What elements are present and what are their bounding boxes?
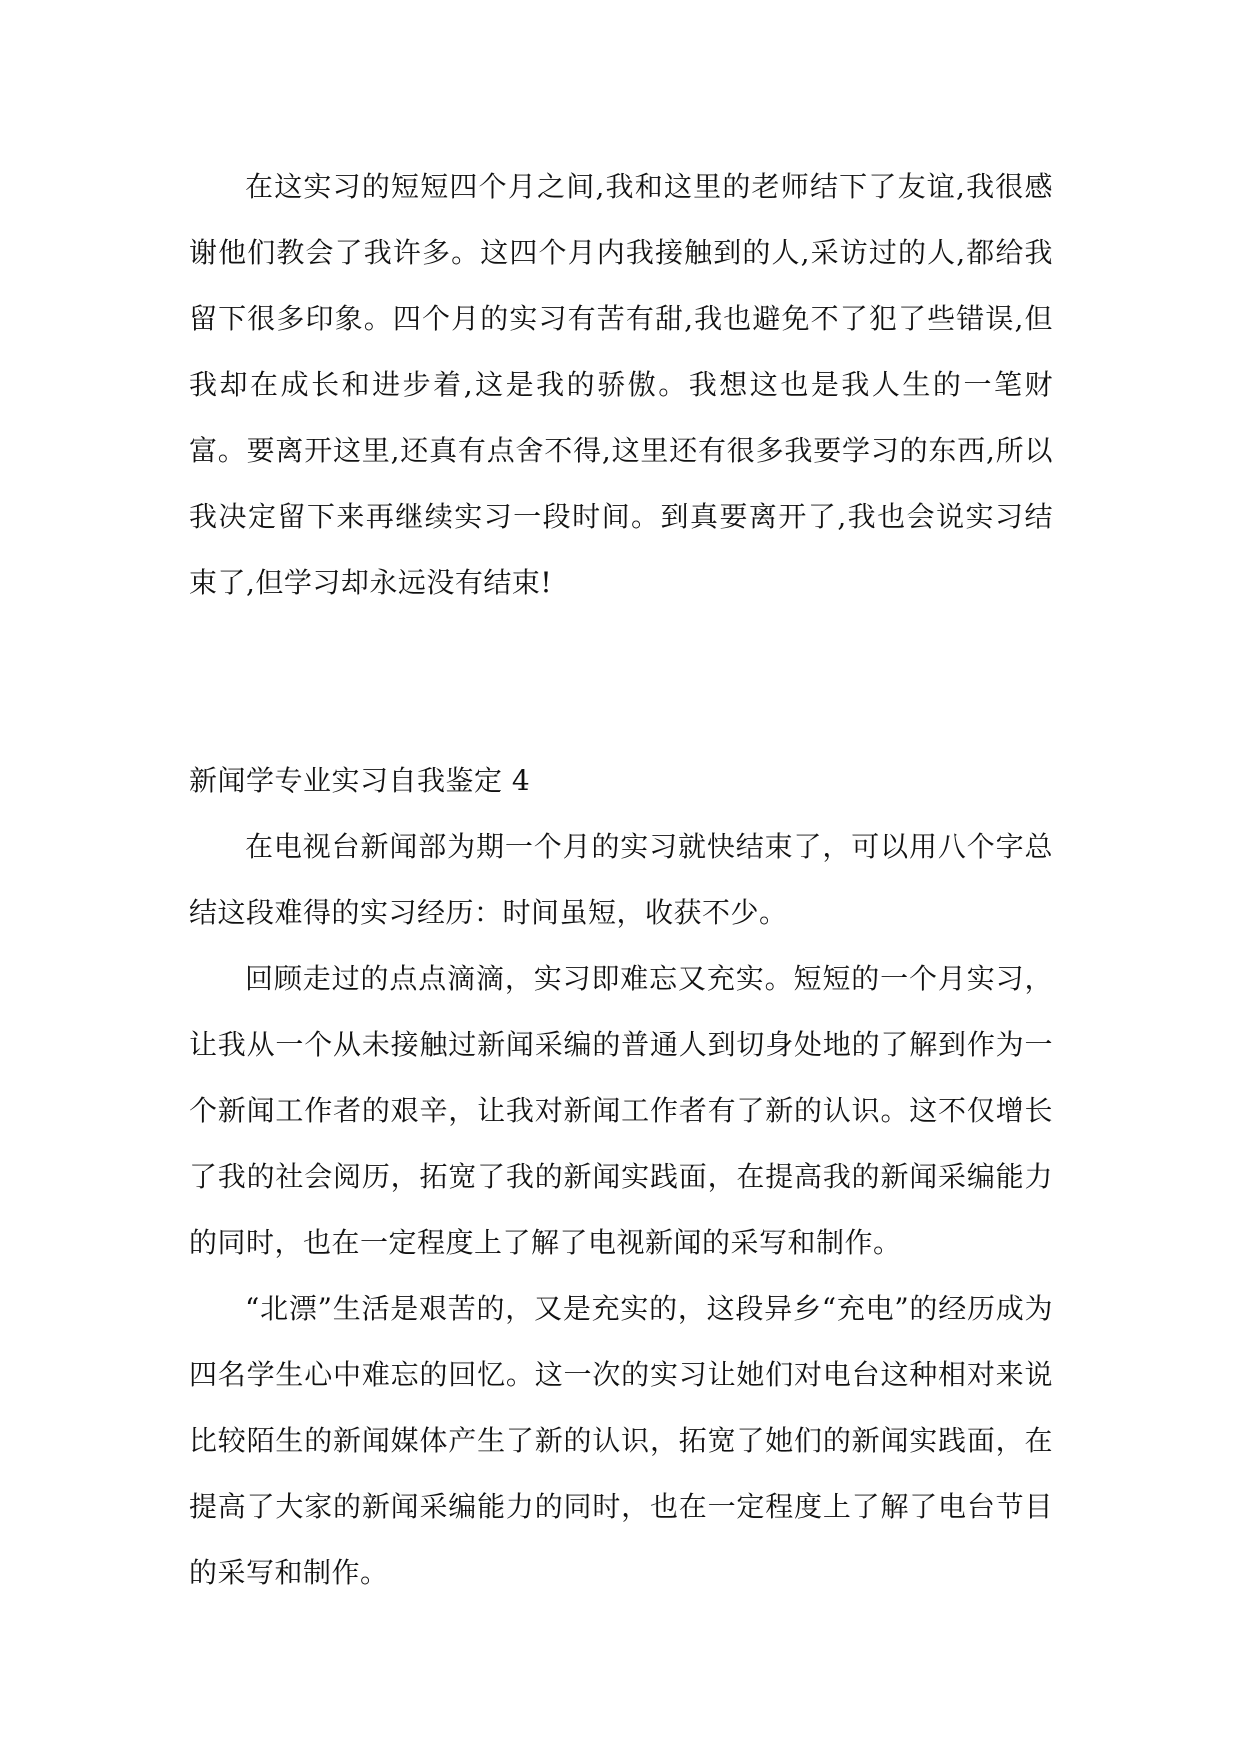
section-gap <box>189 616 1053 748</box>
paragraph: “北漂”生活是艰苦的，又是充实的，这段异乡“充电”的经历成为四名学生心中难忘的回忆。这一次的实习让她们对电台这种相对来说比较陌生的新闻媒体产生了新的认识，拓宽了她们的新闻实践面，在提高了大家的新闻采编能力的同时，也在一定程度上了解了电台节目的采写和制作。 <box>189 1292 1053 1589</box>
section-heading: 新闻学专业实习自我鉴定 4 <box>189 764 531 797</box>
paragraph: 在这实习的短短四个月之间,我和这里的老师结下了友谊,我很感谢他们教会了我许多。这四个月内我接触到的人,采访过的人,都给我留下很多印象。四个月的实习有苦有甜,我也避免不了犯了些错误,但我却在成长和进步着,这是我的骄傲。我想这也是我人生的一笔财富。要离开这里,还真有点舍不得,这里还有很多我要学习的东西,所以我决定留下来再继续实习一段时间。到真要离开了,我也会说实习结束了,但学习却永远没有结束! <box>189 170 1053 599</box>
document-body <box>189 154 1053 1606</box>
paragraph: 在电视台新闻部为期一个月的实习就快结束了，可以用八个字总结这段难得的实习经历：时间虽短，收获不少。 <box>189 830 1053 929</box>
paragraph: 回顾走过的点点滴滴，实习即难忘又充实。短短的一个月实习，让我从一个从未接触过新闻采编的普通人到切身处地的了解到作为一个新闻工作者的艰辛，让我对新闻工作者有了新的认识。这不仅增长了我的社会阅历，拓宽了我的新闻实践面，在提高我的新闻采编能力的同时，也在一定程度上了解了电视新闻的采写和制作。 <box>189 962 1053 1259</box>
